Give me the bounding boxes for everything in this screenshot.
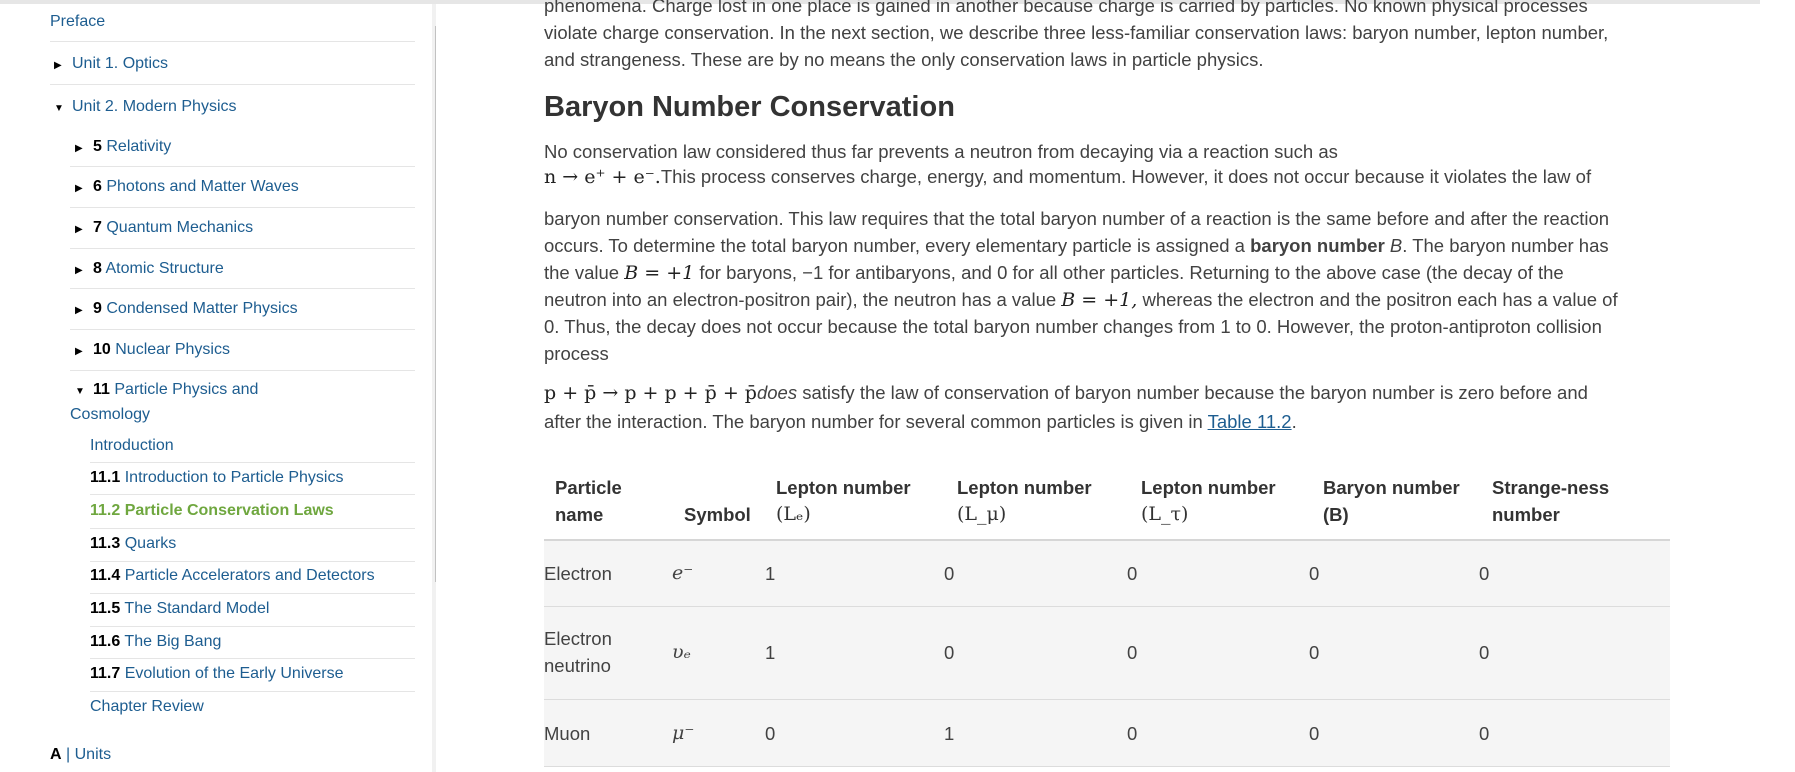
- toc-item-preface[interactable]: Preface: [50, 13, 106, 30]
- section-heading: Baryon Number Conservation: [544, 91, 955, 123]
- header-lepton-tau: Lepton number (L_τ): [1141, 477, 1276, 525]
- divider: [90, 593, 415, 594]
- divider: [90, 626, 415, 627]
- divider: [90, 462, 415, 463]
- paragraph-2-line-6: 0. Thus, the decay does not occur because the total baryon number changes from 1 to 0. However, the proton-antiproton collision: [544, 316, 1602, 337]
- expand-triangle-icon[interactable]: ▶: [75, 224, 83, 235]
- toc-item-11-1[interactable]: 11.1 Introduction to Particle Physics: [90, 469, 344, 486]
- sidebar-scrollbar[interactable]: [432, 4, 436, 772]
- equation-neutron-decay: n → e⁺ + e⁻.: [544, 166, 661, 188]
- table-row: Electron e⁻ 1 0 0 0 0: [544, 541, 1670, 607]
- divider: [70, 207, 415, 208]
- paragraph-3-line-2: after the interaction. The baryon number for several common particles is given in Table 11.2.: [544, 411, 1297, 432]
- toc-item-ch10[interactable]: ▶ 10 Nuclear Physics: [75, 341, 230, 358]
- toc-item-ch11-line2[interactable]: Cosmology: [70, 406, 151, 423]
- divider: [90, 528, 415, 529]
- toc-item-11-2-active[interactable]: 11.2 Particle Conservation Laws: [90, 502, 334, 519]
- toc-item-ch6[interactable]: ▶ 6 Photons and Matter Waves: [75, 178, 299, 195]
- expand-triangle-icon[interactable]: ▶: [75, 265, 83, 276]
- divider: [90, 494, 415, 495]
- header-symbol: Symbol: [684, 504, 751, 525]
- toc-item-unit-1[interactable]: ▶ Unit 1. Optics: [54, 55, 169, 72]
- header-lepton-mu: Lepton number (L_μ): [957, 477, 1092, 525]
- paragraph-2-line-7: process: [544, 343, 609, 364]
- divider: [70, 329, 415, 330]
- toc-item-ch11[interactable]: ▼ 11 Particle Physics and: [75, 381, 259, 398]
- term-baryon-number: baryon number: [1250, 235, 1385, 256]
- expand-triangle-icon[interactable]: ▶: [75, 346, 83, 357]
- divider: [50, 84, 415, 85]
- toc-item-ch9[interactable]: ▶ 9 Condensed Matter Physics: [75, 300, 298, 317]
- table-row: Electron neutrino υₑ 1 0 0 0 0: [544, 607, 1670, 700]
- toc-item-ch7[interactable]: ▶ 7 Quantum Mechanics: [75, 219, 254, 236]
- paragraph-2-line-4: the value B = +1 for baryons, −1 for antibaryons, and 0 for all other particles. Returning to the above case (the decay of the: [544, 262, 1564, 284]
- divider: [70, 370, 415, 371]
- paragraph-1: No conservation law considered thus far prevents a neutron from decaying via a reaction such as: [544, 141, 1338, 162]
- expand-triangle-icon[interactable]: ▶: [75, 305, 83, 316]
- table-11-2-link[interactable]: Table 11.2: [1207, 411, 1292, 432]
- toc-item-11-7[interactable]: 11.7 Evolution of the Early Universe: [90, 665, 344, 682]
- divider: [70, 288, 415, 289]
- divider: [70, 166, 415, 167]
- intro-line-1: phenomena. Charge lost in one place is gained in another because charge is carried by particles. No known physical processes: [544, 0, 1588, 16]
- table-of-contents-sidebar: [0, 0, 436, 772]
- paragraph-2-line-3: occurs. To determine the total baryon number, every elementary particle is assigned a baryon number B. The baryon number has: [544, 235, 1609, 256]
- equation-row-1: [544, 163, 1591, 191]
- expand-triangle-icon[interactable]: ▶: [75, 143, 83, 154]
- header-particle-name: Particle name: [555, 477, 622, 525]
- toc-item-chapter-review[interactable]: Chapter Review: [90, 698, 204, 715]
- collapse-triangle-icon[interactable]: ▼: [75, 386, 85, 397]
- toc-item-11-3[interactable]: 11.3 Quarks: [90, 535, 177, 552]
- paragraph-2-line-1: This process conserves charge, energy, and momentum. However, it does not occur because it violates the law of: [660, 166, 1592, 187]
- paragraph-2-line-5: neutron into an electron-positron pair), the neutron has a value B = +1, whereas the electron and the positron each has a value of: [544, 289, 1618, 311]
- divider: [50, 41, 415, 42]
- toc-item-ch5[interactable]: ▶ 5 Relativity: [75, 138, 172, 155]
- header-lepton-e: Lepton number (Lₑ): [776, 477, 911, 525]
- toc-item-11-6[interactable]: 11.6 The Big Bang: [90, 633, 222, 650]
- toc-item-appendix-a[interactable]: A | Units: [50, 746, 112, 763]
- intro-line-2: violate charge conservation. In the next section, we describe three less-familiar conservation laws: baryon number, lepton number,: [544, 22, 1609, 43]
- equation-proton-antiproton: p + p̄ → p + p + p̄ + p̄: [544, 382, 757, 404]
- divider: [90, 658, 415, 659]
- table-row: Muon μ⁻ 0 1 0 0 0: [544, 700, 1670, 767]
- header-strangeness: Strange-ness number: [1492, 477, 1610, 525]
- expand-triangle-icon[interactable]: ▶: [54, 60, 62, 71]
- intro-line-3: and strangeness. These are by no means the only conservation laws in particle physics.: [544, 49, 1264, 70]
- expand-triangle-icon[interactable]: ▶: [75, 183, 83, 194]
- divider: [90, 561, 415, 562]
- divider: [70, 248, 415, 249]
- toc-item-unit-2[interactable]: ▼ Unit 2. Modern Physics: [54, 98, 237, 115]
- divider: [90, 691, 415, 692]
- equation-row-2: p + p̄ → p + p + p̄ + p̄does satisfy the law of conservation of baryon number because the baryon number is zero before and: [544, 382, 1588, 404]
- toc-item-ch8[interactable]: ▶ 8 Atomic Structure: [75, 260, 224, 277]
- paragraph-2-line-2: baryon number conservation. This law requires that the total baryon number of a reaction is the same before and after the reaction: [544, 208, 1610, 229]
- toc-item-11-5[interactable]: 11.5 The Standard Model: [90, 600, 270, 617]
- header-baryon-number: Baryon number (B): [1323, 477, 1460, 525]
- main-content: [544, 0, 1674, 772]
- collapse-triangle-icon[interactable]: ▼: [54, 103, 64, 114]
- scrollbar-thumb[interactable]: [435, 26, 436, 582]
- toc-item-11-4[interactable]: 11.4 Particle Accelerators and Detectors: [90, 567, 375, 584]
- toc-item-introduction[interactable]: Introduction: [90, 437, 174, 454]
